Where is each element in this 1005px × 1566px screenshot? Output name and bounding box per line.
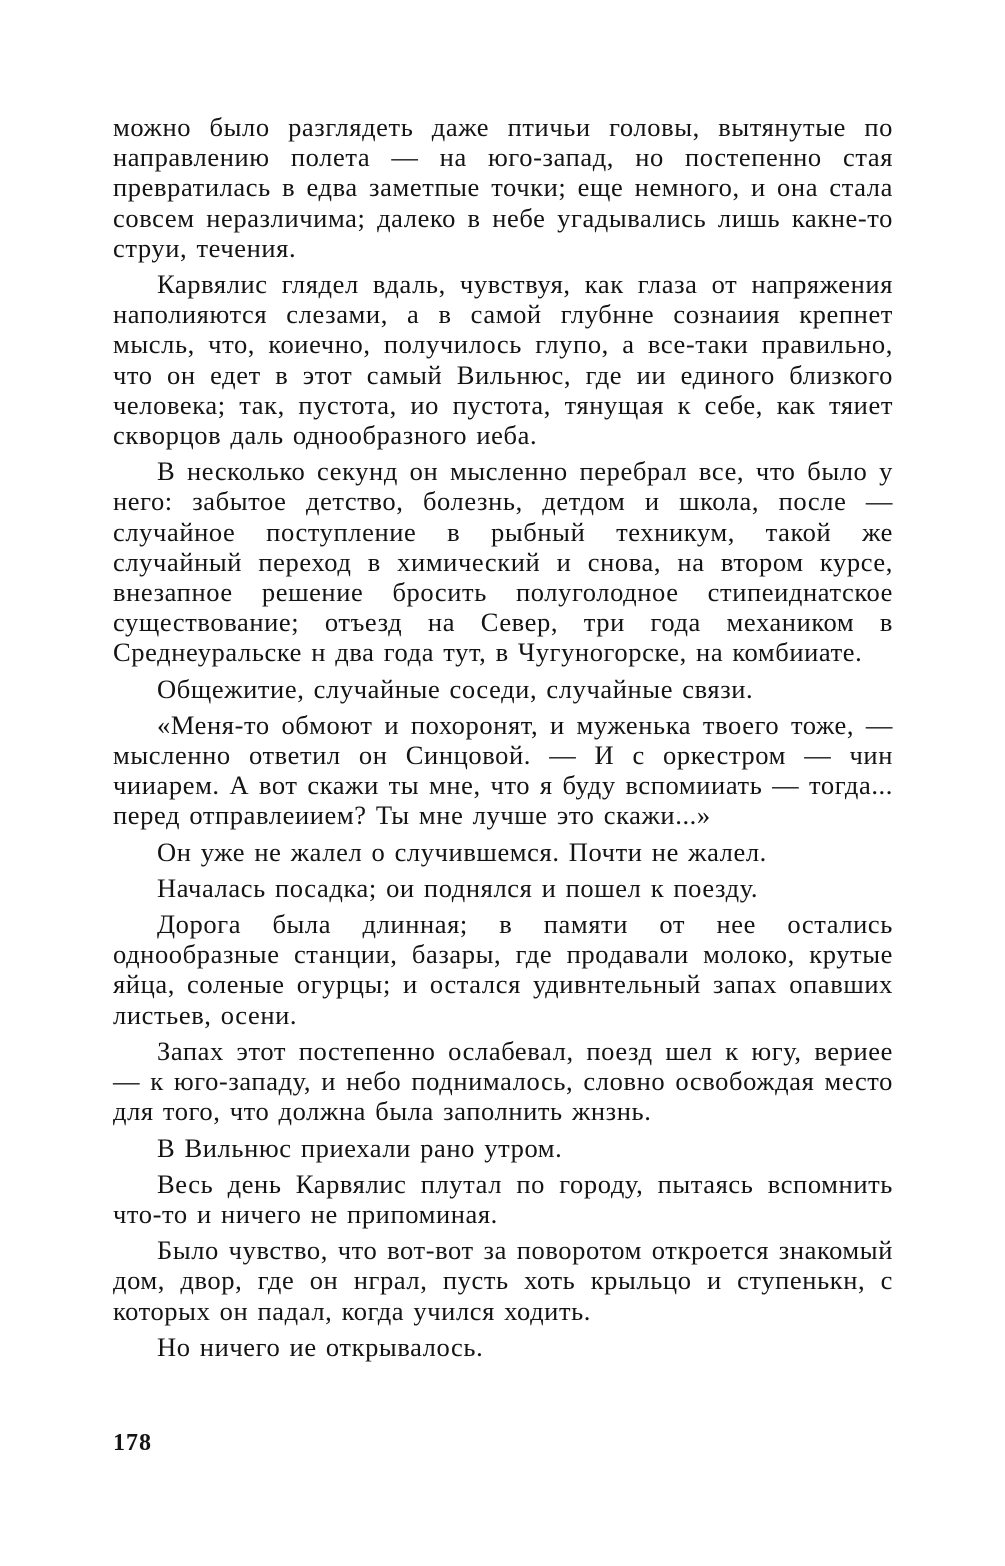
paragraph-8: Дорога была длинная; в памяти от нее остались однообразные станции, базары, где продавали молоко, крутые яйца, соленые огурцы; и остался удивнтельный запах опавших листьев, осени. <box>113 909 893 1030</box>
paragraph-7: Началась посадка; ои поднялся и пошел к поезду. <box>157 872 759 903</box>
paragraph-10: В Вильнюс приехали рано утром. <box>157 1132 563 1163</box>
page-body-text <box>113 112 893 1362</box>
paragraph-12: Было чувство, что вот-вот за поворотом откроется знакомый дом, двор, где он нграл, пусть хоть крыльцо и ступенькн, с которых он падал, когда учился ходить. <box>113 1235 893 1326</box>
paragraph-3: В несколько секунд он мысленно перебрал все, что было у него: забытое детство, болезнь, детдом и школа, после — случайное поступление в рыбный техникум, такой же случайный переход в химический и снова, на втором курсе, внезапное решение бросить полуголодное стипеиднатское существование; отъезд на Север, три года механиком в Среднеуральске н два года тут, в Чугуногорске, на комбииате. <box>113 456 893 668</box>
paragraph-6: Он уже не жалел о случившемся. Почти не жалел. <box>157 836 767 867</box>
paragraph-11: Весь день Карвялис плутал по городу, пытаясь вспомнить что-то и ничего не припоминая. <box>113 1168 893 1229</box>
paragraph-9: Запах этот постепенно ослабевал, поезд шел к югу, вериее — к юго-западу, и небо поднималось, словно освобождая место для того, что должна была заполнить жнзнь. <box>113 1035 893 1127</box>
page-number: 178 <box>113 1430 152 1456</box>
paragraph-4: Общежитие, случайные соседи, случайные связи. <box>157 673 754 704</box>
paragraph-13: Но ничего ие открывалось. <box>157 1331 484 1362</box>
paragraph-5: «Меня-то обмоют и похоронят, и муженька твоего тоже, — мысленно ответил он Синцовой. — И с оркестром — чин чииарем. А вот скажи ты мне, что я буду вспомииать — тогда... перед отправлеиием? Ты мне лучше это скажи...» <box>113 709 893 831</box>
paragraph-2: Карвялис глядел вдаль, чувствуя, как глаза от напряжения наполияются слезами, а в самой глубнне сознаиия крепнет мысль, что, коиечно, получилось глупо, а все-таки правильно, что он едет в этот самый Вильнюс, где ии единого близкого человека; так, пустота, ио пустота, тянущая к себе, как тяиет скворцов даль однообразного иеба. <box>113 269 893 451</box>
paragraph-1: можно было разглядеть даже птичьи головы, вытянутые по направлению полета — на юго-запад, но постепенно стая превратилась в едва заметпые точки; еще немного, и она стала совсем неразличима; далеко в небе угадывались лишь какне-то струи, течения. <box>113 112 893 263</box>
